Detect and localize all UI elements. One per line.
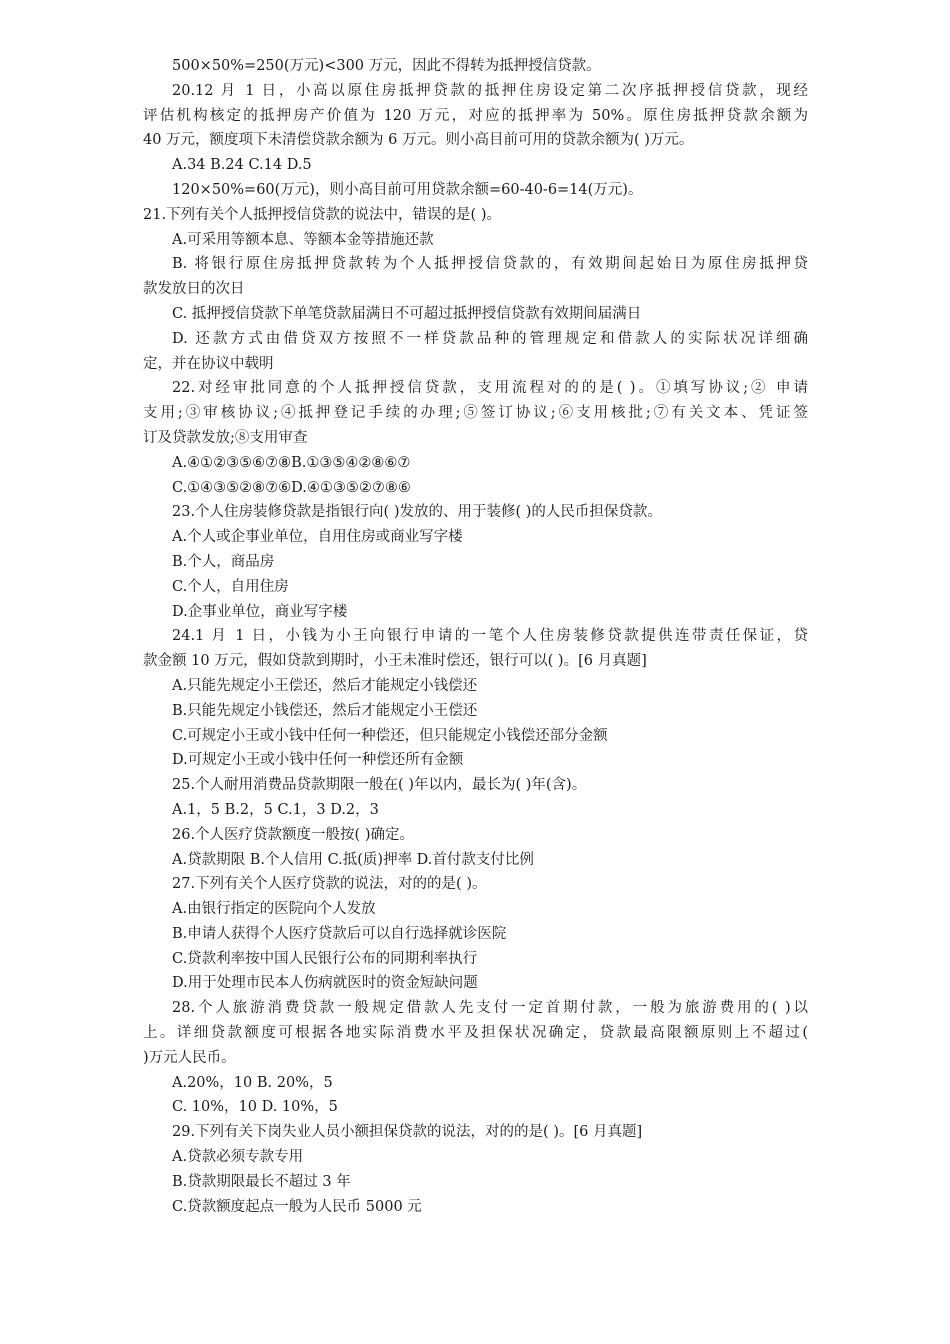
text-line: A.1，5 B.2，5 C.1，3 D.2，3 [172,801,379,818]
text-line: B. 将银行原住房抵押贷款转为个人抵押授信贷款的，有效期间起始日为原住房抵押贷 [172,256,808,273]
text-line: D.可规定小王或小钱中任何一种偿还所有金额 [172,752,464,769]
text-line: 27.下列有关个人医疗贷款的说法，对的的是( )。 [172,876,487,893]
text-line: A.只能先规定小王偿还，然后才能规定小钱偿还 [172,677,478,694]
text-line: 28.个人旅游消费贷款一般规定借款人先支付一定首期付款，一般为旅游费用的( )以 [172,1000,808,1017]
text-line: A.由银行指定的医院向个人发放 [172,901,376,918]
text-line: C.可规定小王或小钱中任何一种偿还，但只能规定小钱偿还部分金额 [172,727,608,744]
text-line: 22.对经审批同意的个人抵押授信贷款，支用流程对的的是( )。①填写协议;② 申请 [172,380,808,397]
text-line: 23.个人住房装修贷款是指银行向( )发放的、用于装修( )的人民币担保贷款。 [172,504,662,521]
text-line: 40 万元，额度项下未清偿贷款余额为 6 万元。则小高目前可用的贷款余额为( )万元。 [143,132,694,149]
text-line: B.只能先规定小钱偿还，然后才能规定小王偿还 [172,702,478,719]
text-line: 款发放日的次日 [143,281,245,298]
text-line: C. 10%，10 D. 10%，5 [172,1099,338,1116]
text-line: A.贷款必须专款专用 [172,1149,304,1166]
text-line: 24.1 月 1 日，小钱为小王向银行申请的一笔个人住房装修贷款提供连带责任保证，贷 [172,628,808,645]
text-line: 500×50%=250(万元)<300 万元，因此不得转为抵押授信贷款。 [172,58,601,74]
text-line: A.20%，10 B. 20%，5 [172,1074,333,1091]
text-line: C.贷款额度起点一般为人民币 5000 元 [172,1198,422,1215]
text-line: C.①④③⑤②⑧⑦⑥D.④①③⑤②⑦⑧⑥ [172,479,411,496]
text-line: 评估机构核定的抵押房产价值为 120 万元，对应的抵押率为 50%。原住房抵押贷款余额为 [143,107,808,124]
text-line: 26.个人医疗贷款额度一般按( )确定。 [172,826,414,843]
text-line: B.个人，商品房 [172,553,275,570]
text-line: A.个人或企事业单位，自用住房或商业写字楼 [172,529,463,546]
text-line: B.申请人获得个人医疗贷款后可以自行选择就诊医院 [172,925,507,942]
text-line: 支用;③审核协议;④抵押登记手续的办理;⑤签订协议;⑥支用核批;⑦有关文本、凭证签 [143,405,808,422]
text-line: )万元人民币。 [143,1049,236,1066]
text-line: D. 还款方式由借贷双方按照不一样贷款品种的管理规定和借款人的实际状况详细确 [172,330,808,347]
text-line: 120×50%=60(万元)，则小高目前可用贷款余额=60-40-6=14(万元)。 [172,181,643,198]
text-line: A.34 B.24 C.14 D.5 [172,157,312,174]
text-line: 25.个人耐用消费品贷款期限一般在( )年以内，最长为( )年(含)。 [172,777,587,794]
text-line: 款金额 10 万元，假如贷款到期时，小王未准时偿还，银行可以( )。[6 月真题] [143,653,647,670]
text-line: A.贷款期限 B.个人信用 C.抵(质)押率 D.首付款支付比例 [172,851,534,868]
text-line: 定，并在协议中载明 [143,355,274,372]
text-line: D.企事业单位，商业写字楼 [172,603,348,620]
text-line: 上。详细贷款额度可根据各地实际消费水平及担保状况确定，贷款最高限额原则上不超过( [143,1025,808,1042]
text-line: 订及贷款发放;⑧支用审查 [143,429,308,446]
text-line: C. 抵押授信贷款下单笔贷款届满日不可超过抵押授信贷款有效期间届满日 [172,305,642,322]
document-body [143,54,808,1219]
text-line: A.④①②③⑤⑥⑦⑧B.①③⑤④②⑧⑥⑦ [172,454,411,471]
text-line: B.贷款期限最长不超过 3 年 [172,1173,351,1190]
text-line: C.个人，自用住房 [172,578,289,595]
text-line: C.贷款利率按中国人民银行公布的同期利率执行 [172,950,478,967]
text-line: D.用于处理市民本人伤病就医时的资金短缺问题 [172,975,478,992]
text-line: 20.12 月 1 日，小高以原住房抵押贷款的抵押住房设定第二次序抵押授信贷款，现经 [172,82,808,99]
text-line: A.可采用等额本息、等额本金等措施还款 [172,231,434,248]
text-line: 29.下列有关下岗失业人员小额担保贷款的说法，对的的是( )。[6 月真题] [172,1124,643,1141]
text-line: 21.下列有关个人抵押授信贷款的说法中，错误的是( )。 [143,206,501,223]
